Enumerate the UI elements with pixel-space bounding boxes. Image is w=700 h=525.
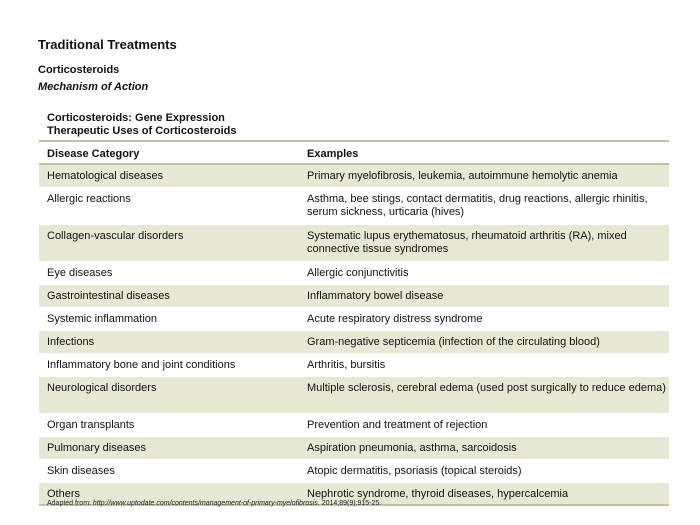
category-cell: Systemic inflammation: [47, 312, 158, 325]
table-row: [39, 261, 669, 284]
page-heading: Traditional Treatments: [38, 37, 177, 52]
category-cell: Collagen-vascular disorders: [47, 229, 184, 242]
table-row: [39, 459, 669, 482]
examples-cell: Inflammatory bowel disease: [307, 289, 444, 302]
table-row: [39, 330, 669, 353]
category-cell: Gastrointestinal diseases: [47, 289, 170, 302]
column-header-examples: Examples: [307, 148, 359, 160]
table-caption-therapeutic-uses: Therapeutic Uses of Corticosteroids: [47, 125, 237, 137]
category-cell: Others: [47, 487, 81, 500]
examples-cell: Multiple sclerosis, cerebral edema (used post surgically to reduce edema): [307, 381, 666, 394]
category-cell: Allergic reactions: [47, 192, 131, 205]
category-cell: Eye diseases: [47, 266, 113, 279]
examples-cell: Aspiration pneumonia, asthma, sarcoidosis: [307, 441, 517, 454]
table-row: [39, 376, 669, 413]
examples-cell: Acute respiratory distress syndrome: [307, 312, 483, 325]
examples-cell: Allergic conjunctivitis: [307, 266, 409, 279]
therapeutic-uses-table: [39, 140, 669, 506]
table-row: [39, 164, 669, 187]
examples-cell: Atopic dermatitis, psoriasis (topical steroids): [307, 464, 522, 477]
table-header-row: [39, 141, 669, 164]
section-title: Mechanism of Action: [38, 81, 149, 93]
table-row: [39, 187, 669, 224]
table-row: [39, 413, 669, 436]
footnote-citation: 2014;89(9):915-25.: [319, 500, 382, 507]
footnote: [47, 500, 381, 507]
table-row: [39, 353, 669, 376]
table-row: [39, 436, 669, 459]
footnote-prefix: Adapted from:: [47, 500, 93, 507]
category-cell: Organ transplants: [47, 418, 135, 431]
category-cell: Hematological diseases: [47, 170, 164, 182]
subheading: Corticosteroids: [38, 64, 120, 76]
category-cell: Pulmonary diseases: [47, 441, 147, 454]
category-cell: Neurological disorders: [47, 381, 157, 394]
category-cell: Infections: [47, 335, 95, 348]
examples-cell: Primary myelofibrosis, leukemia, autoimmune hemolytic anemia: [307, 170, 618, 182]
examples-cell: Asthma, bee stings, contact dermatitis, drug reactions, allergic rhinitis, serum sickness, urticaria (hives): [307, 192, 648, 218]
column-header-disease-category: Disease Category: [47, 148, 140, 160]
footnote-source-link[interactable]: http://www.uptodate.com/contents/management-of-primary-myelofibrosis.: [92, 500, 320, 507]
examples-cell: Arthritis, bursitis: [307, 358, 386, 371]
examples-cell: Systematic lupus erythematosus, rheumatoid arthritis (RA), mixed connective tissue syndromes: [307, 229, 627, 255]
examples-cell: Gram-negative septicemia (infection of the circulating blood): [307, 335, 600, 348]
examples-cell: Prevention and treatment of rejection: [307, 418, 488, 431]
table-row: [39, 284, 669, 307]
table-row: [39, 307, 669, 330]
table-row: [39, 224, 669, 261]
table-caption-gene-expression: Corticosteroids: Gene Expression: [47, 112, 225, 124]
category-cell: Inflammatory bone and joint conditions: [47, 358, 236, 371]
category-cell: Skin diseases: [47, 464, 115, 477]
examples-cell: Nephrotic syndrome, thyroid diseases, hypercalcemia: [307, 487, 569, 500]
